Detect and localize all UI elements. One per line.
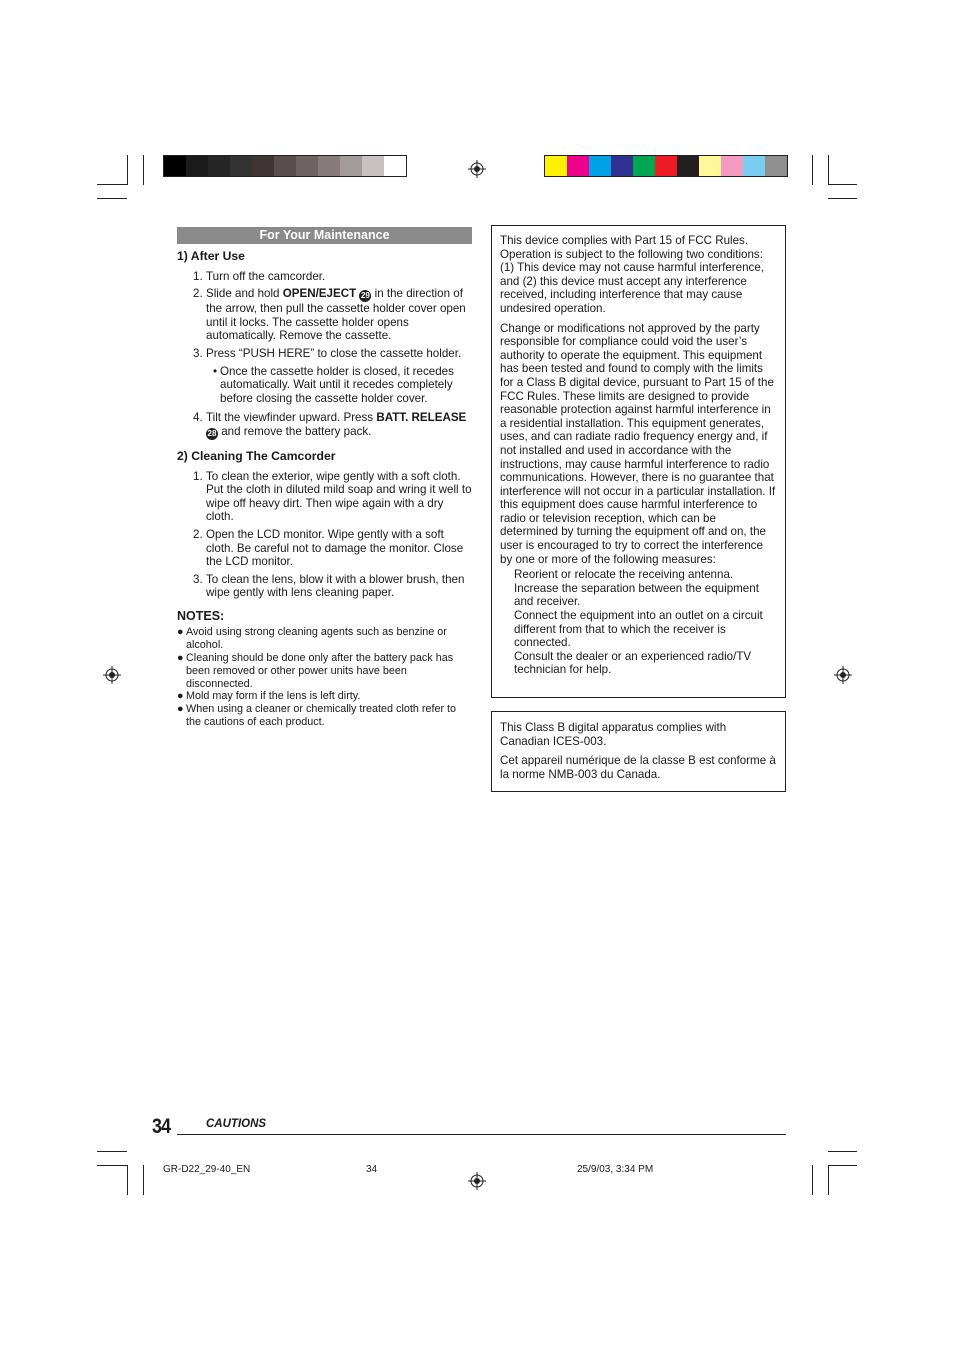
color-swatch	[633, 156, 655, 176]
fcc-paragraph: Change or modifications not approved by the party responsible for compliance could void the user’s authority to operate the equipment. This equipment has been tested and found to comply with the limits for a Class B digital device, pursuant to Part 15 of the FCC Rules. These limits are designed to provide reasonable protection against harmful interference in a residential installation. This equipment generates, uses, and can radiate radio frequency energy and, if not installed and used in accordance with the instructions, may cause harmful interference to radio communications. However, there is no guarantee that interference will not occur in a particular installation. If this equipment does cause harmful interference to radio or television reception, which can be determined by turning the equipment off and on, the user is encouraged to try to correct the interference by one or more of the following measures:	[500, 321, 776, 566]
fcc-measure: Connect the equipment into an outlet on a circuit different from that to which the receiver is connected.	[514, 609, 763, 650]
canada-notice-box	[491, 711, 786, 792]
color-swatch	[545, 156, 567, 176]
registration-mark-icon	[834, 666, 852, 684]
list-item: 2. Open the LCD monitor. Wipe gently with a soft cloth. Be careful not to damage the monitor. Close the LCD monitor.	[193, 527, 464, 569]
fcc-paragraph: This device complies with Part 15 of FCC Rules. Operation is subject to the following two conditions: (1) This device may not cause harmful interference, and (2) this device must accept any interference received, including interference that may cause undesired operation.	[500, 234, 764, 315]
section-title: For Your Maintenance	[177, 227, 472, 244]
fcc-measure: Increase the separation between the equipment and receiver.	[514, 581, 759, 609]
registration-mark-icon	[468, 160, 486, 178]
color-swatch	[699, 156, 721, 176]
footer-label: CAUTIONS	[206, 1118, 267, 1130]
gray-swatch	[362, 156, 384, 176]
canada-english: This Class B digital apparatus complies with Canadian ICES-003.	[500, 721, 727, 748]
gray-swatch	[296, 156, 318, 176]
registration-mark-icon	[468, 1172, 486, 1190]
fcc-measure: Consult the dealer or an experienced radio/TV technician for help.	[514, 649, 752, 677]
gray-swatch	[340, 156, 362, 176]
batt-release-label: BATT. RELEASE	[376, 411, 467, 425]
open-eject-label: OPEN/EJECT	[282, 287, 357, 301]
notes-heading: NOTES:	[177, 608, 225, 623]
after-use-heading: 1) After Use	[177, 249, 245, 263]
callout-badge: 29	[360, 291, 370, 301]
gray-swatch	[186, 156, 208, 176]
gray-swatch	[208, 156, 230, 176]
sub-note: • Once the cassette holder is closed, it recedes automatically. Wait until it recedes completely before closing the cassette holder cover.	[213, 364, 454, 405]
color-swatch	[721, 156, 743, 176]
color-swatch	[567, 156, 589, 176]
color-swatch	[589, 156, 611, 176]
list-item: 2. Slide and hold OPEN/EJECT 29 in the direction of the arrow, then pull the cassette holder cover open until it locks. The cassette holder opens automatically. Remove the cassette.	[193, 287, 466, 343]
color-bar	[544, 155, 788, 177]
note-item: ● Cleaning should be done only after the battery pack has been removed or other power units have been disconnected.	[177, 652, 454, 690]
fcc-notice-box	[491, 225, 786, 698]
maintenance-column	[177, 250, 473, 729]
page-number: 34	[152, 1115, 171, 1138]
list-item: 4. Tilt the viewfinder upward. Press BATT. RELEASE 28 and remove the battery pack.	[193, 411, 467, 438]
footer-rule	[177, 1134, 786, 1135]
slug-file: GR-D22_29-40_EN	[163, 1164, 251, 1175]
fcc-measure: Reorient or relocate the receiving antenna.	[514, 568, 734, 582]
list-item: 3. To clean the lens, blow it with a blower brush, then wipe gently with lens cleaning paper.	[193, 572, 465, 600]
list-item: 1. Turn off the camcorder.	[193, 269, 326, 283]
gray-swatch	[318, 156, 340, 176]
slug-page: 34	[366, 1164, 378, 1175]
color-swatch	[611, 156, 633, 176]
gray-swatch	[230, 156, 252, 176]
cleaning-heading: 2) Cleaning The Camcorder	[177, 448, 336, 463]
canada-french: Cet appareil numérique de la classe B est conforme à la norme NMB-003 du Canada.	[500, 754, 776, 781]
color-swatch	[765, 156, 787, 176]
gray-swatch	[274, 156, 296, 176]
gray-swatch	[252, 156, 274, 176]
note-item: ● Avoid using strong cleaning agents such as benzine or alcohol.	[177, 626, 447, 652]
list-item: 3. Press “PUSH HERE” to close the cassette holder.	[193, 346, 462, 360]
color-swatch	[655, 156, 677, 176]
gray-swatch	[384, 156, 406, 176]
gray-swatch	[164, 156, 186, 176]
callout-badge: 28	[207, 428, 217, 438]
note-item: ● Mold may form if the lens is left dirty.	[177, 690, 361, 703]
slug-date: 25/9/03, 3:34 PM	[577, 1164, 654, 1175]
registration-mark-icon	[103, 666, 121, 684]
grayscale-bar	[163, 155, 407, 177]
list-item: 1. To clean the exterior, wipe gently with a soft cloth. Put the cloth in diluted mild soap and wring it well to wipe off heavy dirt. Then wipe again with a dry cloth.	[193, 469, 472, 524]
color-swatch	[743, 156, 765, 176]
note-item: ● When using a cleaner or chemically treated cloth refer to the cautions of each product.	[177, 703, 457, 729]
color-swatch	[677, 156, 699, 176]
